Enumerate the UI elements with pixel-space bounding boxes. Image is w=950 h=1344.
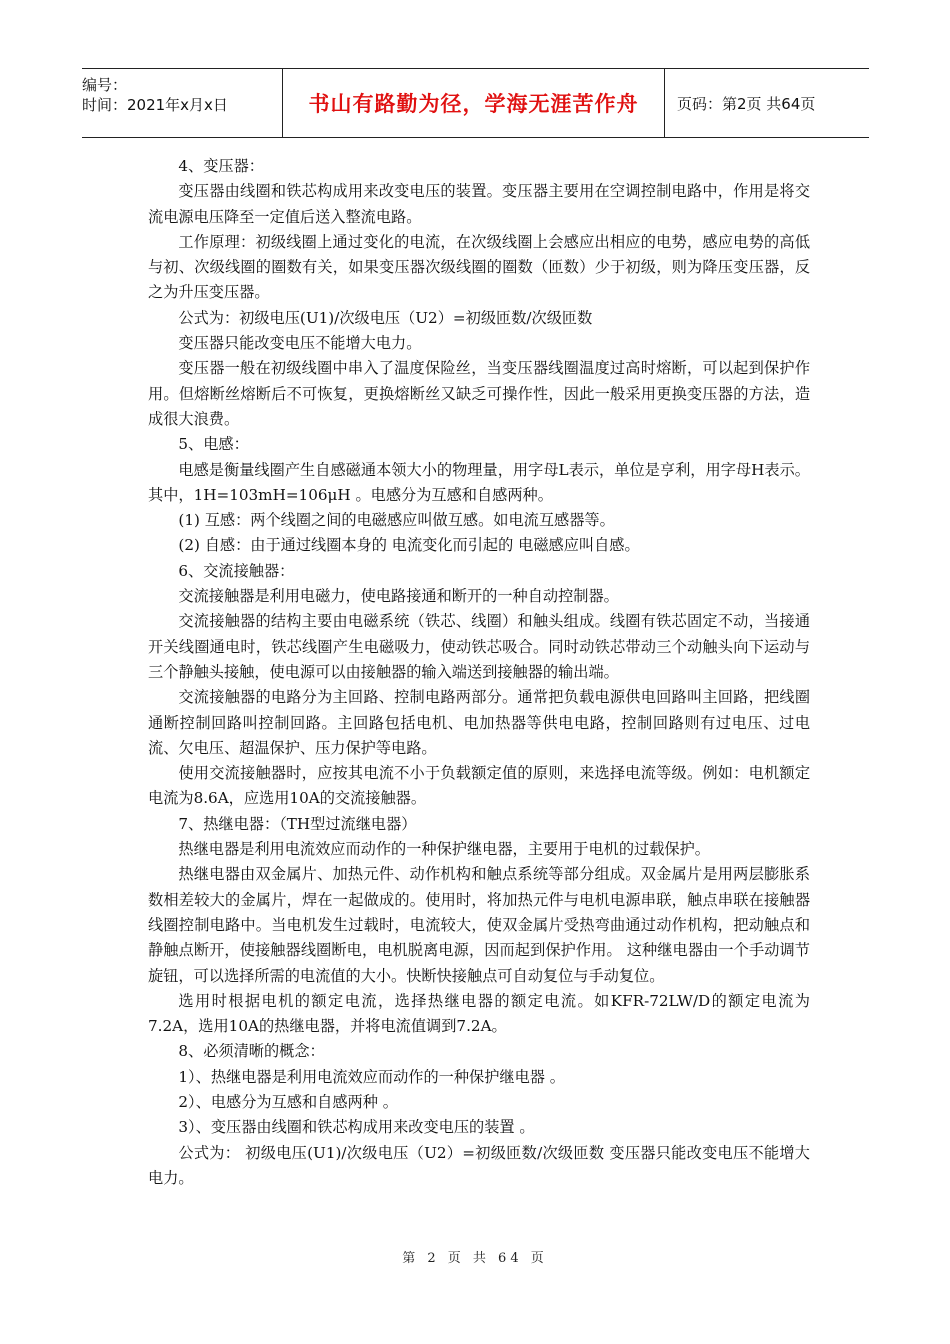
list-item: (1) 互感：两个线圈之间的电磁感应叫做互感。如电流互感器等。 (178, 511, 615, 530)
paragraph: 交流接触器的结构主要由电磁系统（铁芯、线圈）和触头组成。线圈有铁芯固定不动，当接通开关线圈通电时，铁芯线圈产生电磁吸力，使动铁芯吸合。同时动铁芯带动三个动触头向下运动与三个静触头接触，使电源可以由接触器的输入端送到接触器的输出端。 (148, 612, 810, 681)
paragraph: 变压器只能改变电压不能增大电力。 (178, 334, 422, 353)
header-motto: 书山有路勤为径，学海无涯苦作舟 (283, 69, 665, 137)
paragraph: 电感是衡量线圈产生自感磁通本领大小的物理量，用字母L表示，单位是亨利，用字母H表示。 其中，1H=103mH=106μH 。电感分为互感和自感两种。 (148, 460, 810, 504)
document-body (148, 154, 810, 1191)
paragraph: 交流接触器是利用电磁力，使电路接通和断开的一种自动控制器。 (178, 587, 619, 606)
list-item: 2）、电感分为互感和自感两种 。 (178, 1092, 398, 1111)
section-heading: 7、热继电器：（TH型过流继电器） (178, 814, 417, 833)
section-heading: 8、必须清晰的概念： (178, 1042, 325, 1061)
section-heading: 6、交流接触器： (178, 561, 295, 580)
paragraph: 选用时根据电机的额定电流，选择热继电器的额定电流。如KFR-72LW/D的额定电流为7.2A，选用10A的热继电器，并将电流值调到7.2A。 (148, 991, 810, 1036)
header-page-info: 页码：第2页 共64页 (677, 94, 816, 113)
list-item: (2) 自感：由于通过线圈本身的 电流变化而引起的 电磁感应叫自感。 (178, 536, 640, 555)
header-meta (82, 69, 283, 137)
page-header (82, 68, 869, 138)
document-time-label: 时间：2021年x月x日 (82, 96, 228, 114)
formula: 公式为：初级电压(U1)/次级电压（U2）=初级匝数/次级匝数 (178, 308, 593, 327)
page-footer: 第 2 页 共 64 页 (402, 1251, 548, 1266)
paragraph: 热继电器由双金属片、加热元件、动作机构和触点系统等部分组成。双金属片是用两层膨胀系数相差较大的金属片，焊在一起做成的。使用时，将加热元件与电机电源串联，触点串联在接触器线圈控制电路中。当电机发生过载时，电流较大，使双金属片受热弯曲通过动作机构，把动触点和静触点断开，使接触器线圈断电，电机脱离电源，因而起到保护作用。 这种继电器由一个手动调节旋钮，可以选择所需的电流值的大小。快断快接触点可自动复位与手动复位。 (148, 865, 810, 985)
list-item: 1）、热继电器是利用电流效应而动作的一种保护继电器 。 (178, 1067, 565, 1086)
paragraph: 使用交流接触器时，应按其电流不小于负载额定值的原则，来选择电流等级。例如：电机额定电流为8.6A，应选用10A的交流接触器。 (148, 764, 810, 808)
section-heading: 4、变压器： (178, 157, 264, 175)
paragraph: 变压器一般在初级线圈中串入了温度保险丝，当变压器线圈温度过高时熔断，可以起到保护作用。但熔断丝熔断后不可恢复，更换熔断丝又缺乏可操作性，因此一般采用更换变压器的方法，造成很大浪费。 (148, 359, 810, 428)
document-number-label: 编号： (82, 76, 128, 94)
section-heading: 5、电感： (178, 435, 249, 454)
formula: 公式为： 初级电压(U1)/次级电压（U2）=初级匝数/次级匝数 变压器只能改变电压不能增大电力。 (148, 1143, 810, 1187)
paragraph: 变压器由线圈和铁芯构成用来改变电压的装置。变压器主要用在空调控制电路中，作用是将交流电源电压降至一定值后送入整流电路。 (148, 182, 810, 226)
paragraph: 热继电器是利用电流效应而动作的一种保护继电器，主要用于电机的过载保护。 (178, 840, 710, 859)
paragraph: 交流接触器的电路分为主回路、控制电路两部分。通常把负载电源供电回路叫主回路，把线圈通断控制回路叫控制回路。主回路包括电机、电加热器等供电电路，控制回路则有过电压、过电流、欠电压、超温保护、压力保护等电路。 (148, 688, 810, 757)
paragraph: 工作原理：初级线圈上通过变化的电流，在次级线圈上会感应出相应的电势，感应电势的高低与初、次级线圈的圈数有关，如果变压器次级线圈的圈数（匝数）少于初级，则为降压变压器，反之为升压变压器。 (148, 232, 810, 302)
list-item: 3）、变压器由线圈和铁芯构成用来改变电压的装置 。 (178, 1118, 535, 1137)
